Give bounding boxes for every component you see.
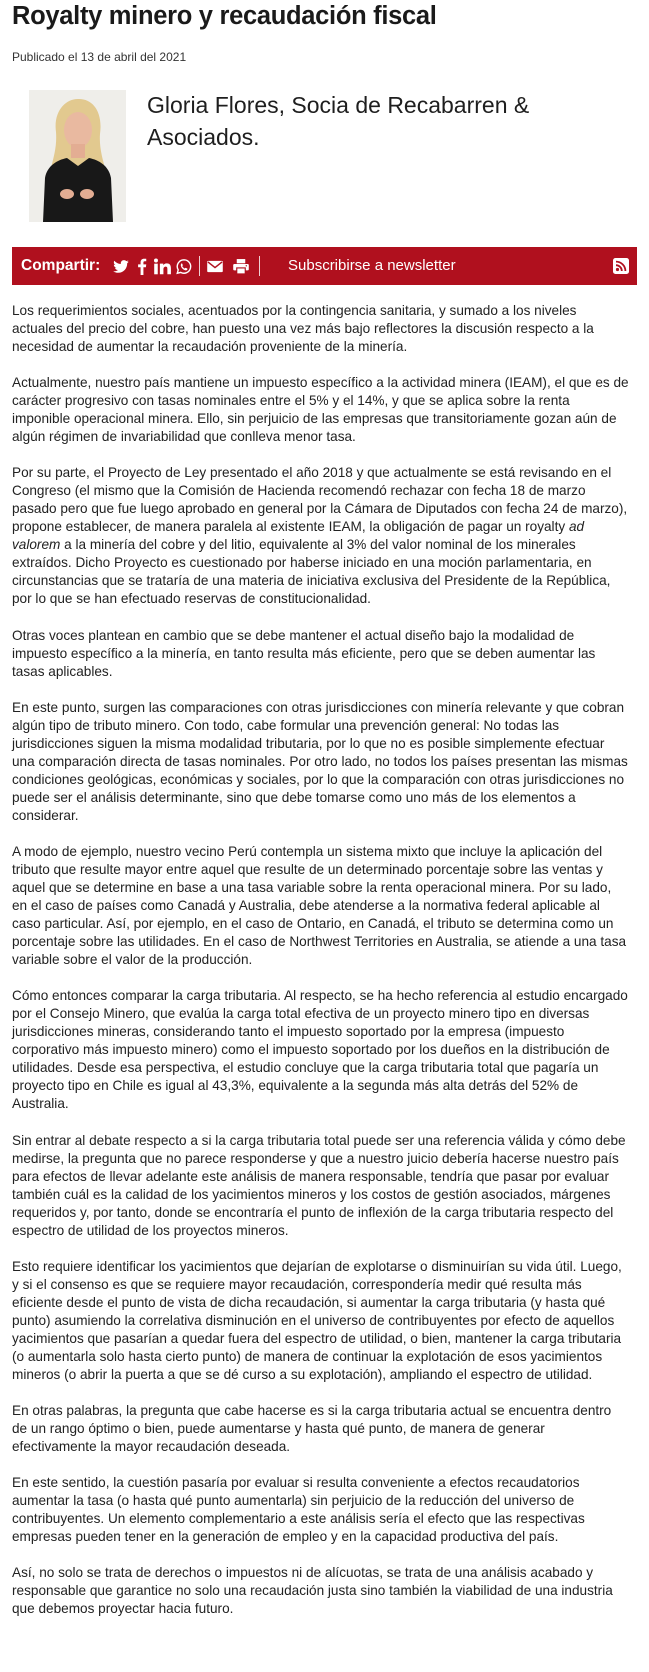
author-portrait-image: [29, 90, 126, 222]
article-body: [12, 302, 630, 1636]
newsletter-link[interactable]: Subscribirse a newsletter: [288, 257, 456, 274]
paragraph: En este sentido, la cuestión pasaría por evaluar si resulta conveniente a efectos recaudatorios aumentar la tasa (o hasta qué punto aumentarla) sin perjuicio de la reducción del universo de contribuyentes. Un elemento complementario a este análisis sería el efecto que las respectivas empresas pueden tener en la generación de empleo y en la capacidad productiva del país.: [12, 1475, 585, 1544]
divider: [259, 256, 260, 276]
rss-icon[interactable]: [613, 258, 629, 274]
paragraph: En este punto, surgen las comparaciones con otras jurisdicciones con minería relevante y que cobran algún tipo de tributo minero. Con todo, cabe formular una prevención general: No todas las jurisdicciones siguen la misma modalidad tributaria, por lo que no es posible simplemente efectuar una comparación directa de tasas nominales. Por otro lado, no todos los países presentan las mismas condiciones geológicas, económicas y sociales, por lo que la comparación con otras jurisdicciones no puede ser el análisis determinante, sino que debe tomarse como uno más de los elementos a considerar.: [12, 700, 628, 823]
share-bar: [12, 247, 637, 285]
paragraph: En otras palabras, la pregunta que cabe hacerse es si la carga tributaria actual se encuentra dentro de un rango óptimo o bien, puede aumentarse y hasta qué punto, de manera de generar efectivamente la mayor recaudación deseada.: [12, 1403, 612, 1454]
author-byline: Gloria Flores, Socia de Recabarren & Asociados.: [147, 92, 530, 150]
paragraph: Actualmente, nuestro país mantiene un impuesto específico a la actividad minera (IEAM), el que es de carácter progresivo con tasas nominales entre el 5% y el 14%, y que se aplica sobre la renta imponible operacional minera. Ello, sin perjuicio de las empresas que transitoriamente gozan aún de algún régimen de invariabilidad que conlleva menor tasa.: [12, 375, 629, 444]
paragraph-text: a la minería del cobre y del litio, equivalente al 3% del valor nominal de los minerales extraídos. Dicho Proyecto es cuestionado por haberse iniciado en una moción parlamentaria, en circunstancias que se trataría de una materia de iniciativa exclusiva del Presidente de la República, por lo que se han efectuado reservas de constitucionalidad.: [12, 537, 611, 606]
publish-date: Publicado el 13 de abril del 2021: [12, 50, 187, 64]
paragraph: [12, 464, 630, 608]
paragraph: Los requerimientos sociales, acentuados por la contingencia sanitaria, y sumado a los niveles actuales del precio del cobre, han puesto una vez más bajo reflectores la discusión respecto a la necesidad de aumentar la recaudación proveniente de la minería.: [12, 303, 594, 354]
share-label: Compartir:: [21, 257, 101, 274]
author-photo: [29, 90, 126, 222]
whatsapp-icon[interactable]: [175, 258, 193, 275]
paragraph: Cómo entonces comparar la carga tributaria. Al respecto, se ha hecho referencia al estudio encargado por el Consejo Minero, que evalúa la carga total efectiva de un proyecto minero tipo en diversas jurisdicciones mineras, considerando tanto el impuesto soportado por la empresa (impuesto corporativo más impuesto minero) como el impuesto soportado por los dueños en la distribución de utilidades. Desde esa perspectiva, el estudio concluye que la carga tributaria total que pagaría un proyecto tipo en Chile es igual al 43,3%, equivalente a la segunda más alta detrás del 52% de Australia.: [12, 988, 628, 1111]
paragraph: Sin entrar al debate respecto a si la carga tributaria total puede ser una referencia válida y cómo debe medirse, la pregunta que no parece responderse y que a nuestro juicio debería hacerse nuestro país para efectos de llevar adelante este análisis de manera responsable, tendría que pasar por evaluar también cuál es la calidad de los yacimientos mineros y los costos de gestión asociados, márgenes requeridos y, por tanto, donde se encontraría el punto de inflexión de la carga tributaria respecto del espectro de utilidad de los proyectos mineros.: [12, 1133, 626, 1238]
linkedin-icon[interactable]: [153, 258, 171, 275]
paragraph: Esto requiere identificar los yacimientos que dejarían de explotarse o disminuirían su vida útil. Luego, y si el consenso es que se requiere mayor recaudación, correspondería medir qué resulta más eficiente desde el punto de vista de dicha recaudación, si aumentar la carga tributaria (y hasta qué punto) asumiendo la correlativa disminución en el universo de contribuyentes por efecto de aquellos yacimientos que pasarían a quedar fuera del espectro de utilidad, o bien, mantener la carga tributaria (o aumentarla solo hasta cierto punto) de manera de continuar la explotación de esos yacimientos mineros (o abrir la puerta a que se dé curso a su explotación), ampliando el espectro de utilidad.: [12, 1259, 622, 1382]
paragraph-text: Por su parte, el Proyecto de Ley presentado el año 2018 y que actualmente se está revisando en el Congreso (el mismo que la Comisión de Hacienda recomendó rechazar con fecha 18 de marzo pasado pero que fue luego aprobado en general por la Cámara de Diputados con fecha 24 de marzo), propone establecer, de manera paralela al existente IEAM, la obligación de pagar un royalty: [12, 465, 628, 534]
paragraph: Así, no solo se trata de derechos o impuestos ni de alícuotas, se trata de una análisis acabado y responsable que garantice no solo una recaudación justa sino también la viabilidad de una industria que debemos proyectar hacia futuro.: [12, 1565, 613, 1616]
twitter-icon[interactable]: [112, 258, 130, 275]
divider: [199, 256, 200, 276]
article-title: Royalty minero y recaudación fiscal: [12, 2, 437, 30]
print-icon[interactable]: [232, 258, 250, 275]
paragraph: Otras voces plantean en cambio que se debe mantener el actual diseño bajo la modalidad de impuesto específico a la minería, en tanto resulta más eficiente, pero que se deben aumentar las tasas aplicables.: [12, 628, 596, 679]
paragraph: A modo de ejemplo, nuestro vecino Perú contempla un sistema mixto que incluye la aplicación del tributo que resulte mayor entre aquel que resulte de un determinado porcentaje sobre las ventas y aquel que se determine en base a una tasa variable sobre la renta operacional minera. Por su lado, en el caso de países como Canadá y Australia, debe atenderse a la normativa federal aplicable al caso particular. Así, por ejemplo, en el caso de Ontario, en Canadá, el tributo se determina como un porcentaje sobre las utilidades. En el caso de Northwest Territories en Australia, se atiende a una tasa variable sobre el valor de la producción.: [12, 844, 627, 967]
mail-icon[interactable]: [206, 258, 224, 275]
latin-term: ad valorem: [12, 519, 585, 552]
facebook-icon[interactable]: [136, 258, 148, 275]
